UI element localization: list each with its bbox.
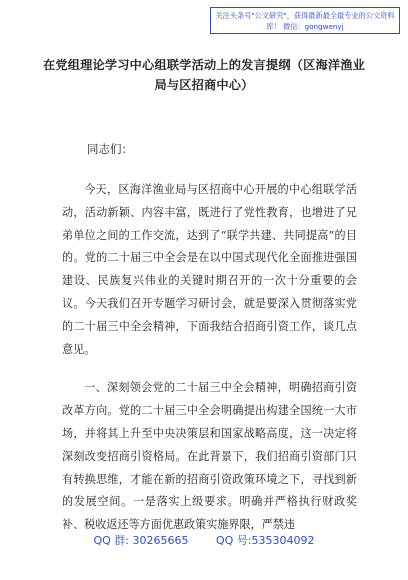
page-footer [0,532,408,548]
paragraph: 一、深刻领会党的二十届三中全会精神，明确招商引资改革方向。党的二十届三中全会明确提出构建全国统一大市场，并将其上升至中央决策层和国家战略高度，这一决定将深刻改变招商引资格局。在此背景下，我们招商引资部门只有转换思维，才能在新的招商引资政策环境之下，寻找到新的发展空间。一是落实上级要求。明确并严格执行财政奖补、税收返还等方面优惠政策实施界限，严禁违 [62,381,357,532]
banner-text: 关注头条号"公文研究"，获得最新最全最专业的公文资料库！ 微信：gongwenyj [215,11,395,31]
paragraph: 今天，区海洋渔业局与区招商中心开展的中心组联学活动，活动新颖、内容丰富，既进行了党性教育，也增进了兄弟单位之间的工作交流，达到了“联学共建、共同提高”的目的。党的二十届三中全会是在以中国式现代化全面推进强国建设、民族复兴伟业的关键时期召开的一次十分重要的会议。今天我们召开专题学习研讨会，就是要深入贯彻落实党的二十届三中全会精神，下面我结合招商引资工作，谈几点意见。 [62,183,357,356]
document-body [62,179,357,553]
document-title: 在党组理论学习中心组联学活动上的发言提纲（区海洋渔业局与区招商中心） [42,58,366,92]
qq-group-text: QQ 群: 30265665 [93,534,189,547]
header-banner [210,7,400,34]
qq-number-text: QQ 号:535304092 [216,534,315,547]
greeting: 同志们： [87,142,133,156]
